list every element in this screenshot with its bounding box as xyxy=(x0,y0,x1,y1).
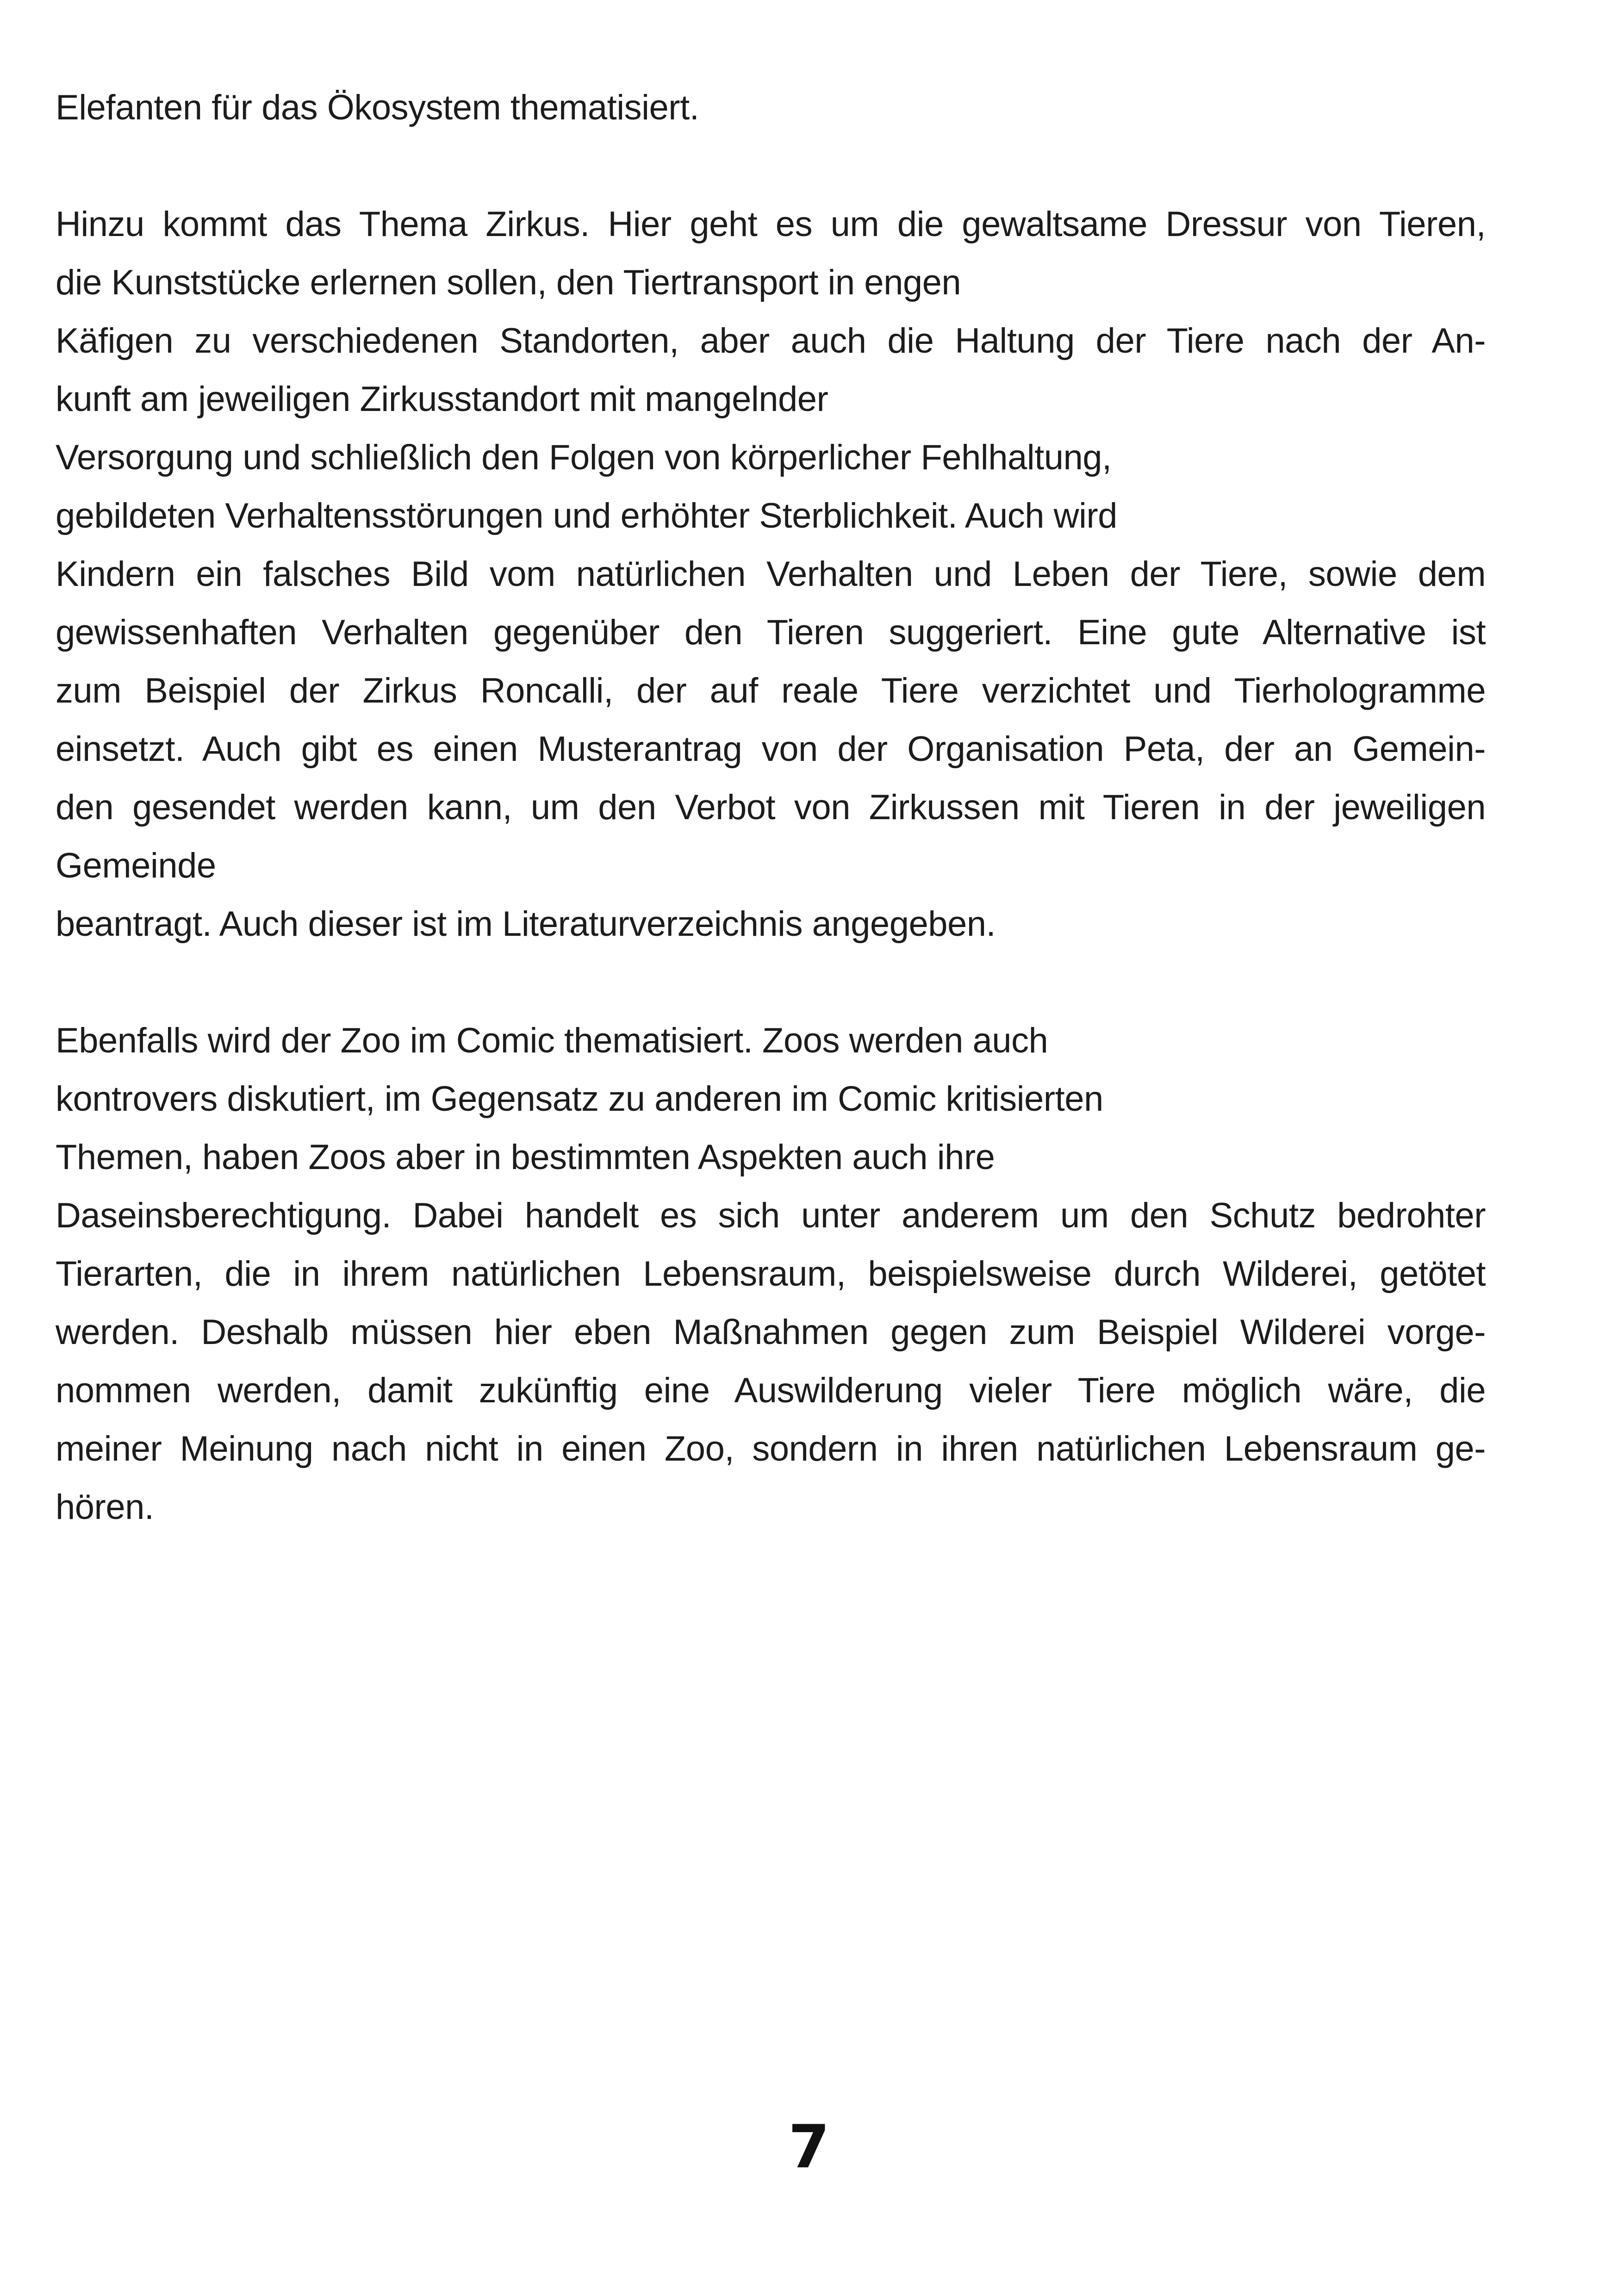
text-line: hören. xyxy=(56,1487,154,1527)
text-line: die Kunststücke erlernen sollen, den Tiertransport in engen xyxy=(56,263,961,302)
text-line: kontrovers diskutiert, im Gegensatz zu anderen im Comic kritisierten xyxy=(56,1079,1103,1119)
body-text xyxy=(56,79,1486,1595)
text-line: werden. Deshalb müssen hier eben Maßnahmen gegen zum Beispiel Wilderei vorge- xyxy=(56,1313,1486,1352)
text-line: einsetzt. Auch gibt es einen Musterantrag von der Organisation Peta, der an Gemein- xyxy=(56,729,1486,769)
text-line: Versorgung und schließlich den Folgen von körperlicher Fehlhaltung, xyxy=(56,438,1112,477)
text-line: kunft am jeweiligen Zirkusstandort mit mangelnder xyxy=(56,380,828,419)
text-line: nommen werden, damit zukünftig eine Auswilderung vieler Tiere möglich wäre, die xyxy=(56,1371,1486,1410)
text-line: gebildeten Verhaltensstörungen und erhöhter Sterblichkeit. Auch wird xyxy=(56,496,1117,535)
text-line: Themen, haben Zoos aber in bestimmten Aspekten auch ihre xyxy=(56,1138,995,1177)
text-line: Käfigen zu verschiedenen Standorten, aber auch die Haltung der Tiere nach der An- xyxy=(56,321,1486,361)
text-line: Kindern ein falsches Bild vom natürlichen Verhalten und Leben der Tiere, sowie dem xyxy=(56,554,1486,594)
text-line: gewissenhaften Verhalten gegenüber den Tieren suggeriert. Eine gute Alternative ist xyxy=(56,613,1486,652)
text-line: Ebenfalls wird der Zoo im Comic thematisiert. Zoos werden auch xyxy=(56,1021,1048,1060)
paragraph xyxy=(56,79,1486,137)
text-line: Elefanten für das Ökosystem thematisiert. xyxy=(56,88,699,127)
text-line: Hinzu kommt das Thema Zirkus. Hier geht es um die gewaltsame Dressur von Tieren, xyxy=(56,205,1486,244)
paragraph xyxy=(56,195,1486,953)
text-line: Daseinsberechtigung. Dabei handelt es sich unter anderem um den Schutz bedrohter xyxy=(56,1196,1486,1235)
text-line: Gemeinde xyxy=(56,846,216,885)
text-line: zum Beispiel der Zirkus Roncalli, der auf reale Tiere verzichtet und Tierhologramme xyxy=(56,671,1486,710)
page-number: 7 xyxy=(788,2113,830,2182)
text-line: Tierarten, die in ihrem natürlichen Lebensraum, beispielsweise durch Wilderei, getötet xyxy=(56,1254,1486,1294)
text-line: meiner Meinung nach nicht in einen Zoo, sondern in ihren natürlichen Lebensraum ge- xyxy=(56,1429,1486,1468)
paragraph xyxy=(56,1012,1486,1537)
text-line: den gesendet werden kann, um den Verbot von Zirkussen mit Tieren in der jeweiligen xyxy=(56,788,1486,827)
text-line: beantragt. Auch dieser ist im Literaturverzeichnis angegeben. xyxy=(56,904,996,944)
